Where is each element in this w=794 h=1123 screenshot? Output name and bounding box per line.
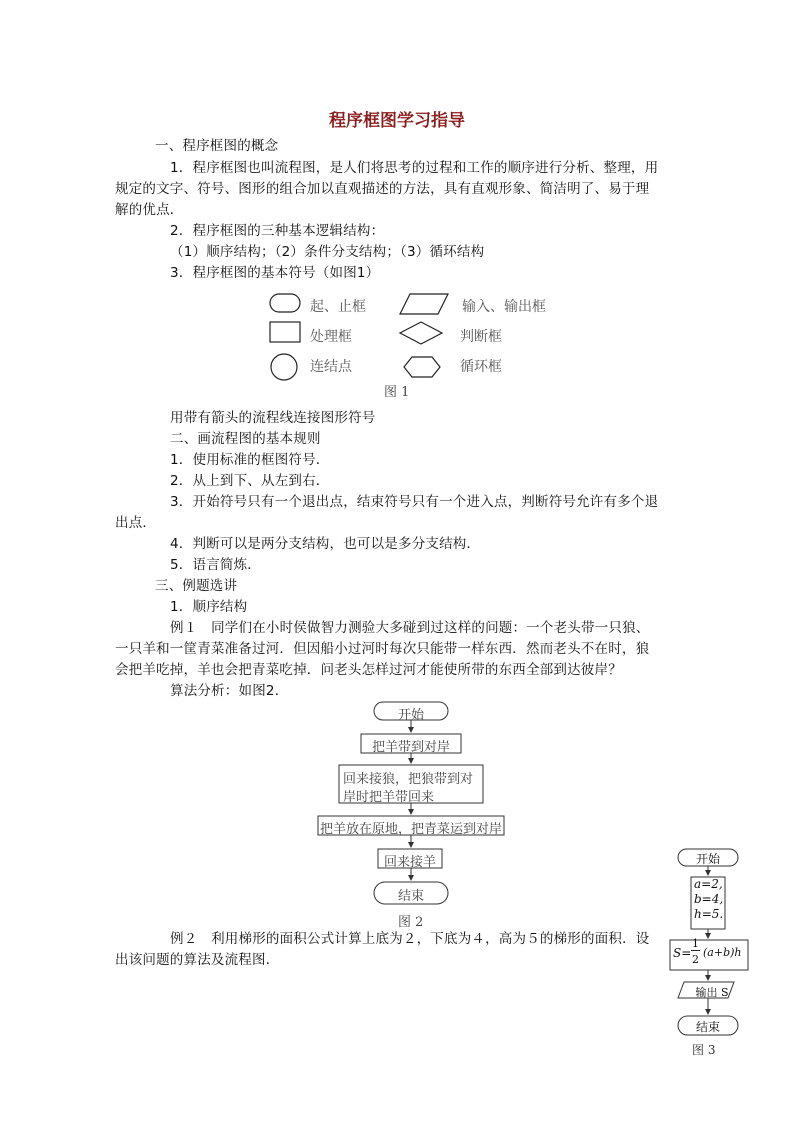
process-label: 处理框 xyxy=(310,329,352,345)
fig3-assign-b: b=4, xyxy=(694,892,724,906)
rule-1: 1．使用标准的框图符号． xyxy=(170,452,330,468)
example1-line3: 会把羊吃掉，羊也会把青菜吃掉．问老头怎样过河才能使所带的东西全部到达彼岸？ xyxy=(115,662,622,678)
fig2-step3: 把羊放在原地，把青菜运到对岸 xyxy=(319,822,502,837)
rule-3-line2: 出点． xyxy=(115,515,157,531)
section1-p3: 3．程序框图的基本符号（如图1） xyxy=(170,265,380,281)
rule-3-line1: 3．开始符号只有一个退出点，结束符号只有一个进入点，判断符号允许有多个退 xyxy=(170,494,659,510)
analysis-line: 算法分析：如图2． xyxy=(170,683,289,699)
decision-label: 判断框 xyxy=(460,329,502,345)
rule-2: 2．从上到下、从左到右． xyxy=(170,473,330,489)
loop-label: 循环框 xyxy=(460,359,502,375)
decision-symbol xyxy=(400,322,442,344)
fig2-step2-line1: 回来接狼，把狼带到对 xyxy=(343,772,474,787)
fig2-start: 开始 xyxy=(397,708,424,723)
rule-4: 4．判断可以是两分支结构，也可以是多分支结构． xyxy=(170,536,481,552)
section1-p1-line3: 解的优点． xyxy=(115,202,184,218)
section1-p1-line2: 规定的文字、符号、图形的组合加以直观描述的方法，具有直观形象、简洁明了、易于理 xyxy=(115,181,650,197)
example1-line1: 例１ 同学们在小时侯做智力测验大多碰到过这样的问题：一个老头带一只狼、 xyxy=(170,620,650,636)
example2-line1: 例２ 利用梯形的面积公式计算上底为２，下底为４，高为５的梯形的面积．设 xyxy=(170,931,650,947)
figure1-caption: 图 1 xyxy=(384,385,410,400)
fig3-formula-den: 2 xyxy=(692,953,699,966)
section3-heading: 三、例题选讲 xyxy=(155,578,238,594)
section2-heading: 二、画流程图的基本规则 xyxy=(170,431,321,447)
fig3-assign-a: a=2, xyxy=(694,877,723,891)
connector-symbol xyxy=(271,354,297,380)
fig3-caption: 图 3 xyxy=(692,1043,716,1057)
page-title: 程序框图学习指导 xyxy=(329,111,465,131)
loop-symbol xyxy=(404,357,440,377)
fig2-caption: 图 2 xyxy=(398,915,424,930)
fig3-formula-right: (a+b)h xyxy=(703,946,742,959)
fig3-formula-left: S= xyxy=(673,946,692,960)
section1-p2: 2．程序框图的三种基本逻辑结构： xyxy=(170,223,385,239)
figure3-flowchart xyxy=(666,844,756,1044)
connector-label: 连结点 xyxy=(310,359,352,375)
section1-p2-items: （1）顺序结构；（2）条件分支结构；（3）循环结构 xyxy=(170,244,485,260)
process-symbol xyxy=(270,322,300,342)
terminal-label: 起、止框 xyxy=(310,299,366,315)
section1-p1-line1: 1．程序框图也叫流程图，是人们将思考的过程和工作的顺序进行分析、整理，用 xyxy=(170,160,659,176)
fig2-step1: 把羊带到对岸 xyxy=(371,740,450,755)
fig3-formula-num: 1 xyxy=(692,937,699,950)
fig2-step2-line2: 岸时把羊带回来 xyxy=(343,790,435,805)
flowline-note: 用带有箭头的流程线连接图形符号 xyxy=(170,410,376,426)
fig3-assign-h: h=5. xyxy=(694,907,724,921)
fig3-output: 输出 S xyxy=(695,986,729,999)
example1-line2: 一只羊和一筐青菜准备过河．但因船小过河时每次只能带一样东西．然而老头不在时，狼 xyxy=(115,641,650,657)
fig3-start: 开始 xyxy=(695,852,720,866)
example2-line2: 出该问题的算法及流程图． xyxy=(115,952,280,968)
fig3-end: 结束 xyxy=(695,1020,720,1034)
rule-5: 5．语言简炼． xyxy=(170,557,261,573)
io-symbol xyxy=(400,294,448,314)
fig2-step4: 回来接羊 xyxy=(383,855,436,870)
section3-sub1: 1．顺序结构 xyxy=(170,599,248,615)
terminal-symbol xyxy=(270,294,300,312)
section1-heading: 一、程序框图的概念 xyxy=(155,138,279,154)
fig2-end: 结束 xyxy=(397,889,424,904)
io-label: 输入、输出框 xyxy=(462,299,546,315)
